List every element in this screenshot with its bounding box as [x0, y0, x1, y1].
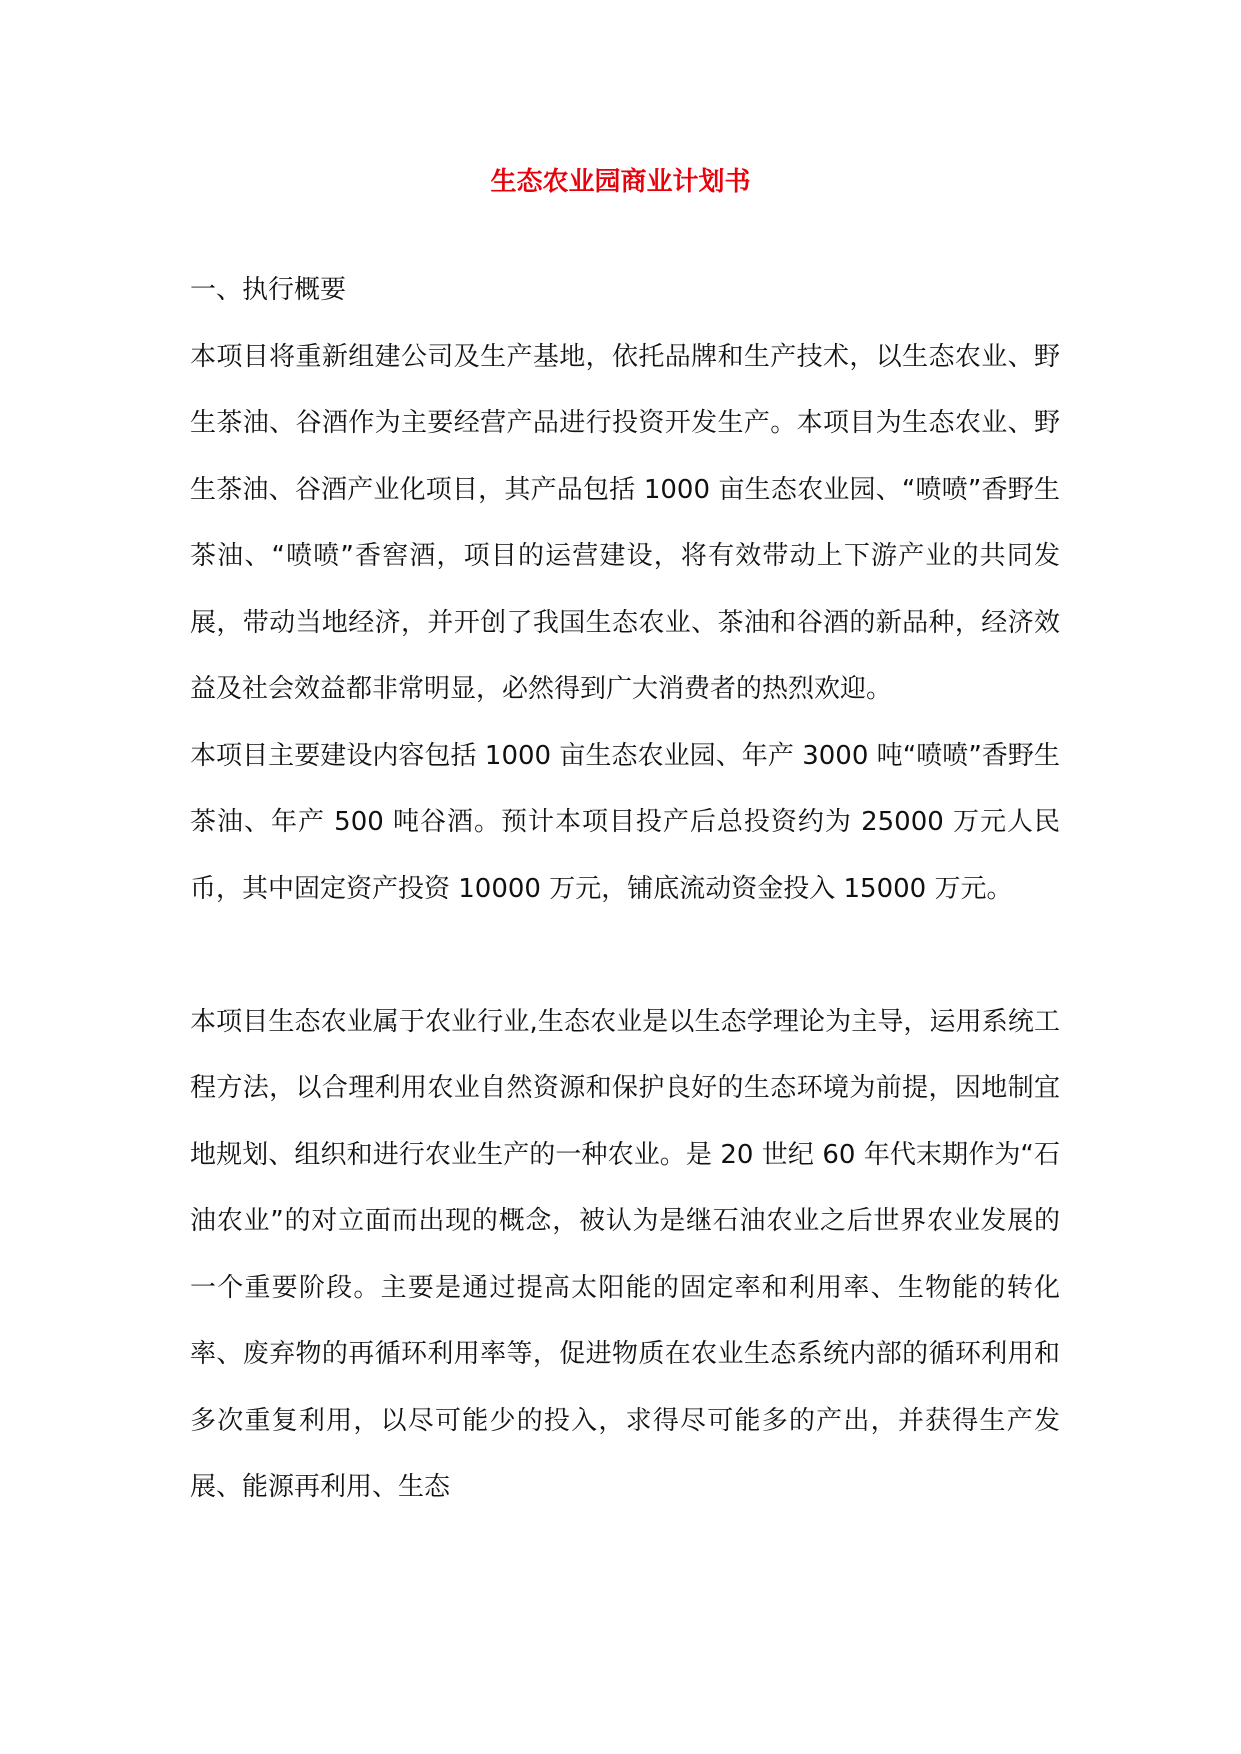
section-heading: 一、执行概要	[190, 275, 347, 305]
document-title: 生态农业园商业计划书	[490, 167, 751, 197]
paragraph-spacer	[190, 922, 1060, 989]
paragraph-construction: 本项目主要建设内容包括 1000 亩生态农业园、年产 3000 吨“喷喷”香野生茶油、年产 500 吨谷酒。预计本项目投产后总投资约为 25000 万元人民币，其中固定资产投资 10000 万元，铺底流动资金投入 15000 万元。	[190, 740, 1060, 904]
document-body	[190, 257, 1060, 1521]
paragraph-overview: 本项目将重新组建公司及生产基地，依托品牌和生产技术，以生态农业、野生茶油、谷酒作为主要经营产品进行投资开发生产。本项目为生态农业、野生茶油、谷酒产业化项目，其产品包括 1000 亩生态农业园、“喷喷”香野生茶油、“喷喷”香窖酒，项目的运营建设，将有效带动上下游产业的共同发展，带动当地经济，并开创了我国生态农业、茶油和谷酒的新品种，经济效益及社会效益都非常明显，必然得到广大消费者的热烈欢迎。	[190, 341, 1060, 704]
paragraph-ecological-agriculture: 本项目生态农业属于农业行业,生态农业是以生态学理论为主导，运用系统工程方法，以合理利用农业自然资源和保护良好的生态环境为前提，因地制宜地规划、组织和进行农业生产的一种农业。是 20 世纪 60 年代末期作为“石油农业”的对立面而出现的概念，被认为是继石油农业之后世界农业发展的一个重要阶段。主要是通过提高太阳能的固定率和利用率、生物能的转化率、废弃物的再循环利用率等，促进物质在农业生态系统内部的循环利用和多次重复利用，以尽可能少的投入，求得尽可能多的产出，并获得生产发展、能源再利用、生态	[190, 1006, 1060, 1502]
